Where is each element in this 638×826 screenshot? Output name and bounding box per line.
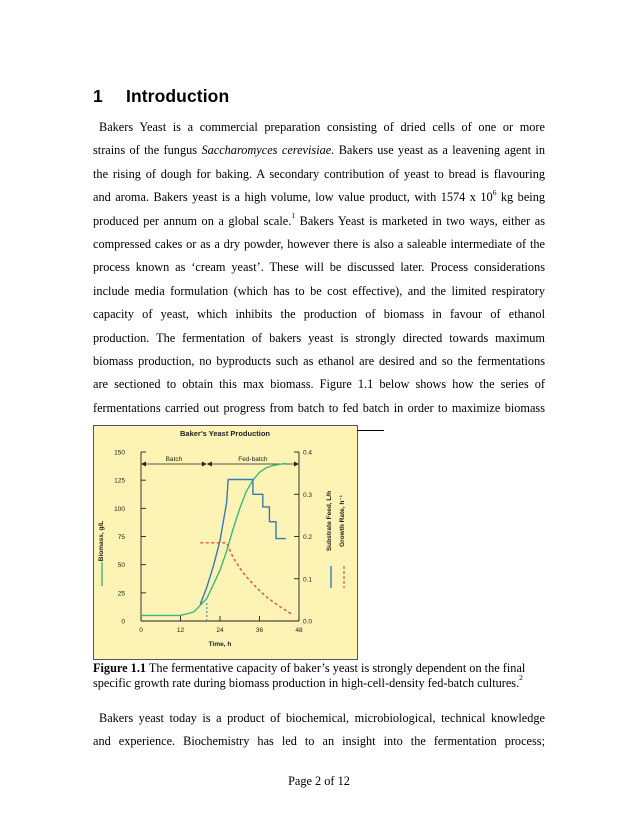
text-line: biomass production, no byproducts such as ethanol are desired and so the fermentations (93, 353, 545, 368)
y-right-tick-label: 0.2 (303, 534, 313, 541)
figure-rule (357, 430, 384, 431)
y-right-tick-label: 0.4 (303, 449, 313, 457)
page-footer: Page 2 of 12 (288, 774, 350, 788)
x-axis-title: Time, h (208, 641, 232, 648)
footnote-ref: 1 (291, 211, 296, 221)
text-line: strains of the fungus Saccharomyces cerevisiae. Bakers use yeast as a leavening agent in (93, 143, 545, 158)
series-growth-rate (200, 543, 292, 615)
text-line: production. The fermentation of bakers yeast is strongly directed towards maximum (93, 330, 545, 345)
text-line: capacity of yeast, which inhibits the production of biomass in favour of ethanol (93, 307, 545, 322)
x-tick-label: 12 (176, 627, 185, 634)
text-line: are sectioned to obtain this max biomass. Figure 1.1 below shows how the series of (93, 377, 545, 392)
y-left-tick-label: 125 (114, 477, 125, 485)
intro-paragraph (93, 116, 545, 443)
caption-text-2: specific growth rate during biomass production in high-cell-density fed-batch cultures. (93, 675, 520, 690)
y-left-tick-label: 25 (117, 590, 125, 598)
chart-title: Baker's Yeast Production (179, 429, 271, 438)
species-name: Saccharomyces cerevisiae. (201, 143, 335, 158)
y-left-tick-label: 75 (117, 534, 125, 541)
caption-text-1: The fermentative capacity of baker’s yeast is strongly dependent on the final (146, 661, 526, 675)
y-right-tick-label: 0.3 (303, 491, 313, 499)
figure-chart (93, 425, 358, 660)
text-line: compressed cakes or as a dry powder, however there is also a saleable intermediate of the (93, 236, 545, 251)
second-paragraph (93, 707, 545, 754)
text-line: process known as ‘cream yeast’. These will be discussed later. Process considerations (93, 260, 545, 275)
phase-arrowhead-right (202, 462, 207, 467)
phase-arrowhead-left (207, 462, 212, 467)
text-line: and aroma. Bakers yeast is a high volume, low value product, with 1574 x $10^6$ kg being (93, 188, 545, 205)
text-line: the rising of dough for baking. A secondary contribution of yeast to bread is flavouring (93, 166, 545, 181)
section-title: Introduction (126, 86, 230, 106)
y-right-tick-label: 0.1 (303, 576, 313, 584)
y-left-axis-title: Biomass, g/L (98, 520, 105, 562)
x-tick-label: 0 (139, 627, 143, 634)
y-right-tick-label: 0.0 (303, 618, 313, 626)
text-line: Bakers yeast today is a product of biochemical, microbiological, technical knowledge (99, 711, 545, 725)
y-right-axis-title-growth: Growth Rate, h⁻¹ (339, 495, 346, 547)
chart-svg (94, 426, 357, 659)
y-left-tick-label: 50 (117, 562, 125, 570)
x-tick-label: 48 (295, 627, 303, 634)
phase-label: Batch (165, 456, 183, 463)
text-line: and experience. Biochemistry has led to an insight into the fermentation process; (93, 734, 545, 749)
series-biomass (141, 463, 286, 615)
phase-arrowhead-right (294, 462, 299, 467)
figure-caption (93, 661, 545, 690)
section-heading (93, 86, 229, 107)
phase-arrowhead-left (141, 462, 146, 467)
footnote-ref: 2 (519, 673, 523, 683)
y-left-tick-label: 0 (121, 618, 125, 626)
text-line: include media formulation (which has to be cost effective), and the limited respiratory (93, 283, 545, 298)
y-left-tick-label: 150 (114, 449, 125, 457)
y-left-tick-label: 100 (114, 505, 125, 513)
x-tick-label: 36 (255, 627, 264, 634)
section-number: 1 (93, 86, 103, 106)
x-tick-label: 24 (216, 627, 224, 634)
superscript: 6 (492, 188, 497, 198)
text-line: fermentations carried out progress from batch to fed batch in order to maximize biomass (93, 400, 545, 415)
phase-label: Fed-batch (238, 456, 268, 463)
caption-label: Figure 1.1 (93, 661, 147, 675)
y-right-axis-title-feed: Substrate Feed, L/h (326, 490, 333, 552)
text-line: produced per annum on a global scale.$^1$ Bakers Yeast is marketed in two ways, either as (93, 211, 545, 228)
text-line: Bakers Yeast is a commercial preparation consisting of dried cells of one or more (99, 120, 545, 134)
